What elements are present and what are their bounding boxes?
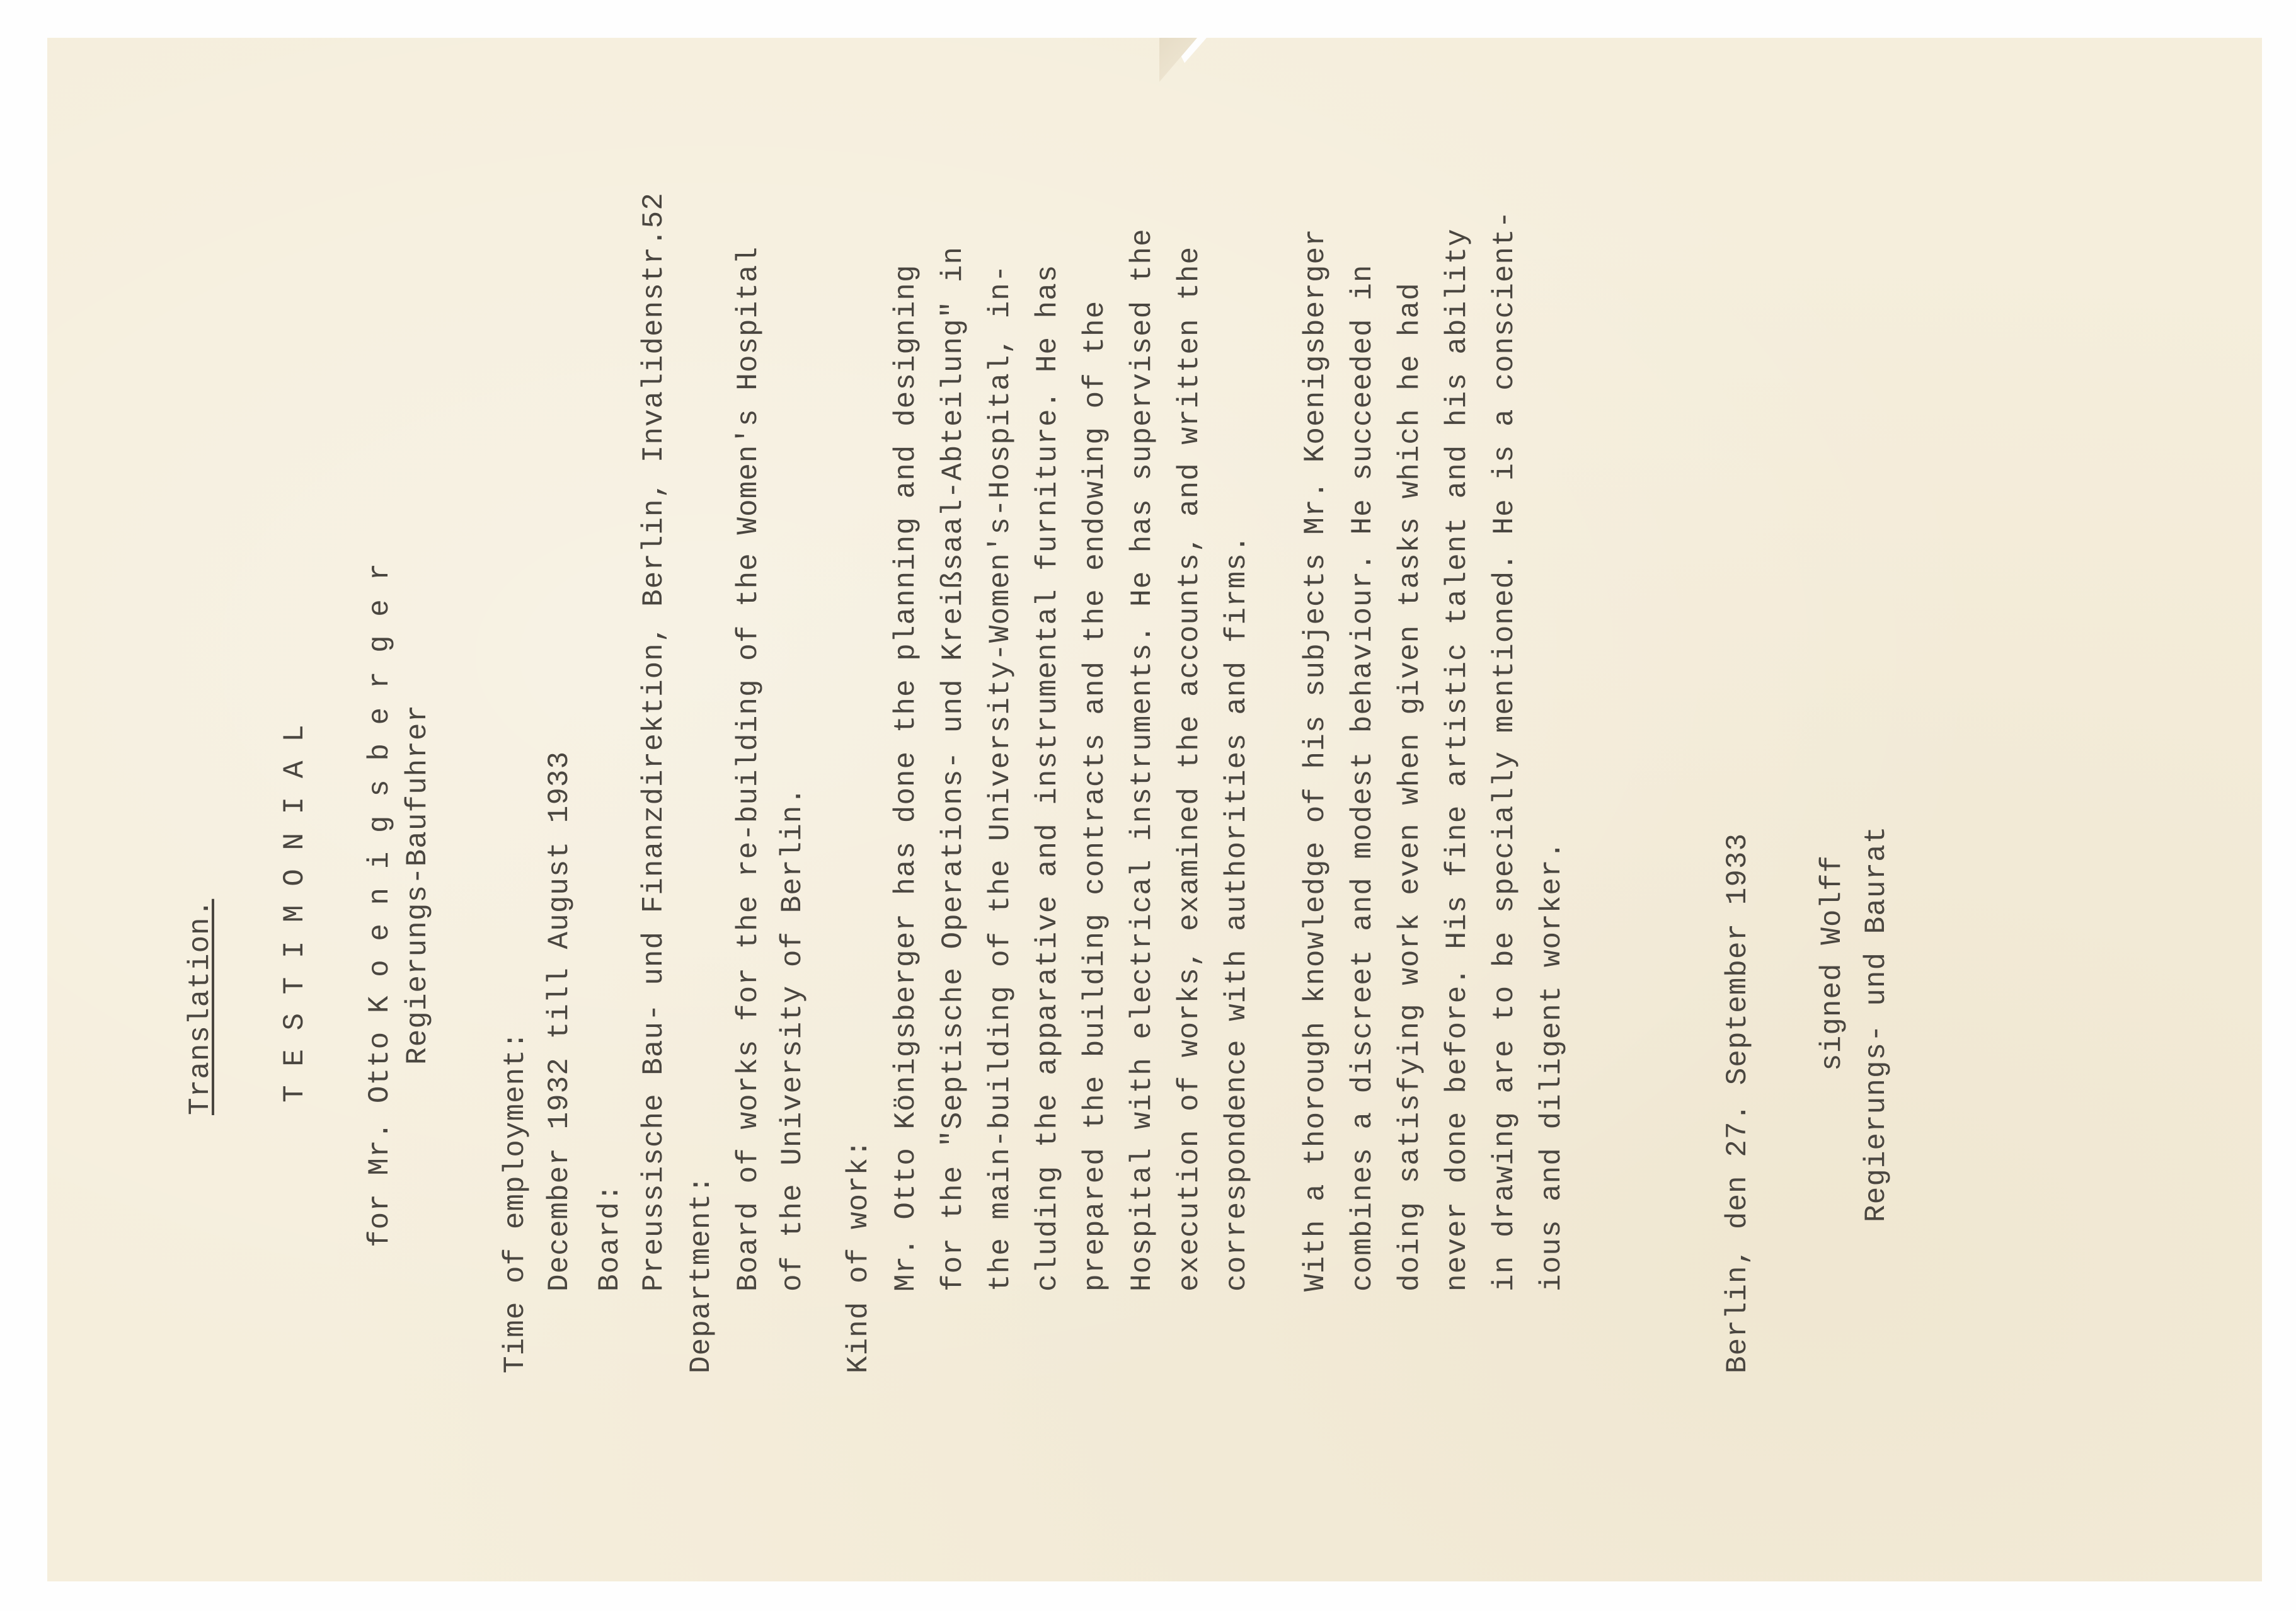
character-paragraph-line: ious and diligent worker.: [1535, 840, 1568, 1292]
recipient-line: for Mr. Otto K o e n i g s b e r g e r: [364, 563, 396, 1247]
department-label: Department:: [685, 1175, 718, 1373]
board-value: Preussische Bau- und Finanzdirektion, Berlin, Invalidenstr.52: [638, 192, 670, 1292]
work-paragraph-line: Mr. Otto Königsberger has done the planning and designing: [890, 264, 922, 1292]
character-paragraph-line: never done before. His fine artistic talent and his ability: [1441, 228, 1474, 1292]
work-paragraph-line: for the "Septische Operations- und Kreißsaal-Abteilung" in: [937, 246, 970, 1292]
document-title: T E S T I M O N I A L: [278, 724, 311, 1103]
character-paragraph-line: With a thorough knowledge of his subjects Mr. Koenigsberger: [1299, 228, 1332, 1292]
recipient-title: Regierungs-Baufuhrer: [401, 704, 434, 1065]
employment-label: Time of employment:: [499, 1031, 532, 1373]
work-paragraph-line: cluding the apparative and instrumental furniture. He has: [1031, 264, 1064, 1292]
work-paragraph-line: prepared the building contracts and the endowing of the: [1079, 300, 1111, 1292]
document-heading: Translation.: [184, 898, 217, 1115]
character-paragraph-line: in drawing are to be specially mentioned. He is a conscient-: [1488, 210, 1521, 1292]
document-body: [47, 38, 2262, 1581]
character-paragraph-line: doing satisfying work even when given tasks which he had: [1394, 282, 1426, 1292]
employment-value: December 1932 till August 1933: [543, 750, 576, 1292]
work-paragraph-line: the main-building of the University-Women's-Hospital, in-: [984, 264, 1017, 1292]
work-paragraph-line: Hospital with electrical instruments. He has supervised the: [1126, 228, 1159, 1292]
place-date: Berlin, den 27. September 1933: [1721, 832, 1754, 1373]
work-paragraph-line: execution of works, examined the accounts, and written the: [1173, 246, 1206, 1292]
work-paragraph-line: correspondence with authorities and firms.: [1220, 534, 1253, 1292]
character-paragraph-line: combines a discreet and modest behaviour. He succeeded in: [1346, 264, 1379, 1292]
board-label: Board:: [594, 1183, 626, 1292]
work-label: Kind of work:: [842, 1139, 875, 1373]
department-value-line-1: Board of works for the re-building of the Women's Hospital: [732, 246, 765, 1292]
department-value-line-2: of the University of Berlin.: [776, 787, 809, 1292]
signature: signed Wolff: [1816, 854, 1849, 1071]
signatory-title: Regierungs- und Baurat: [1860, 825, 1893, 1222]
